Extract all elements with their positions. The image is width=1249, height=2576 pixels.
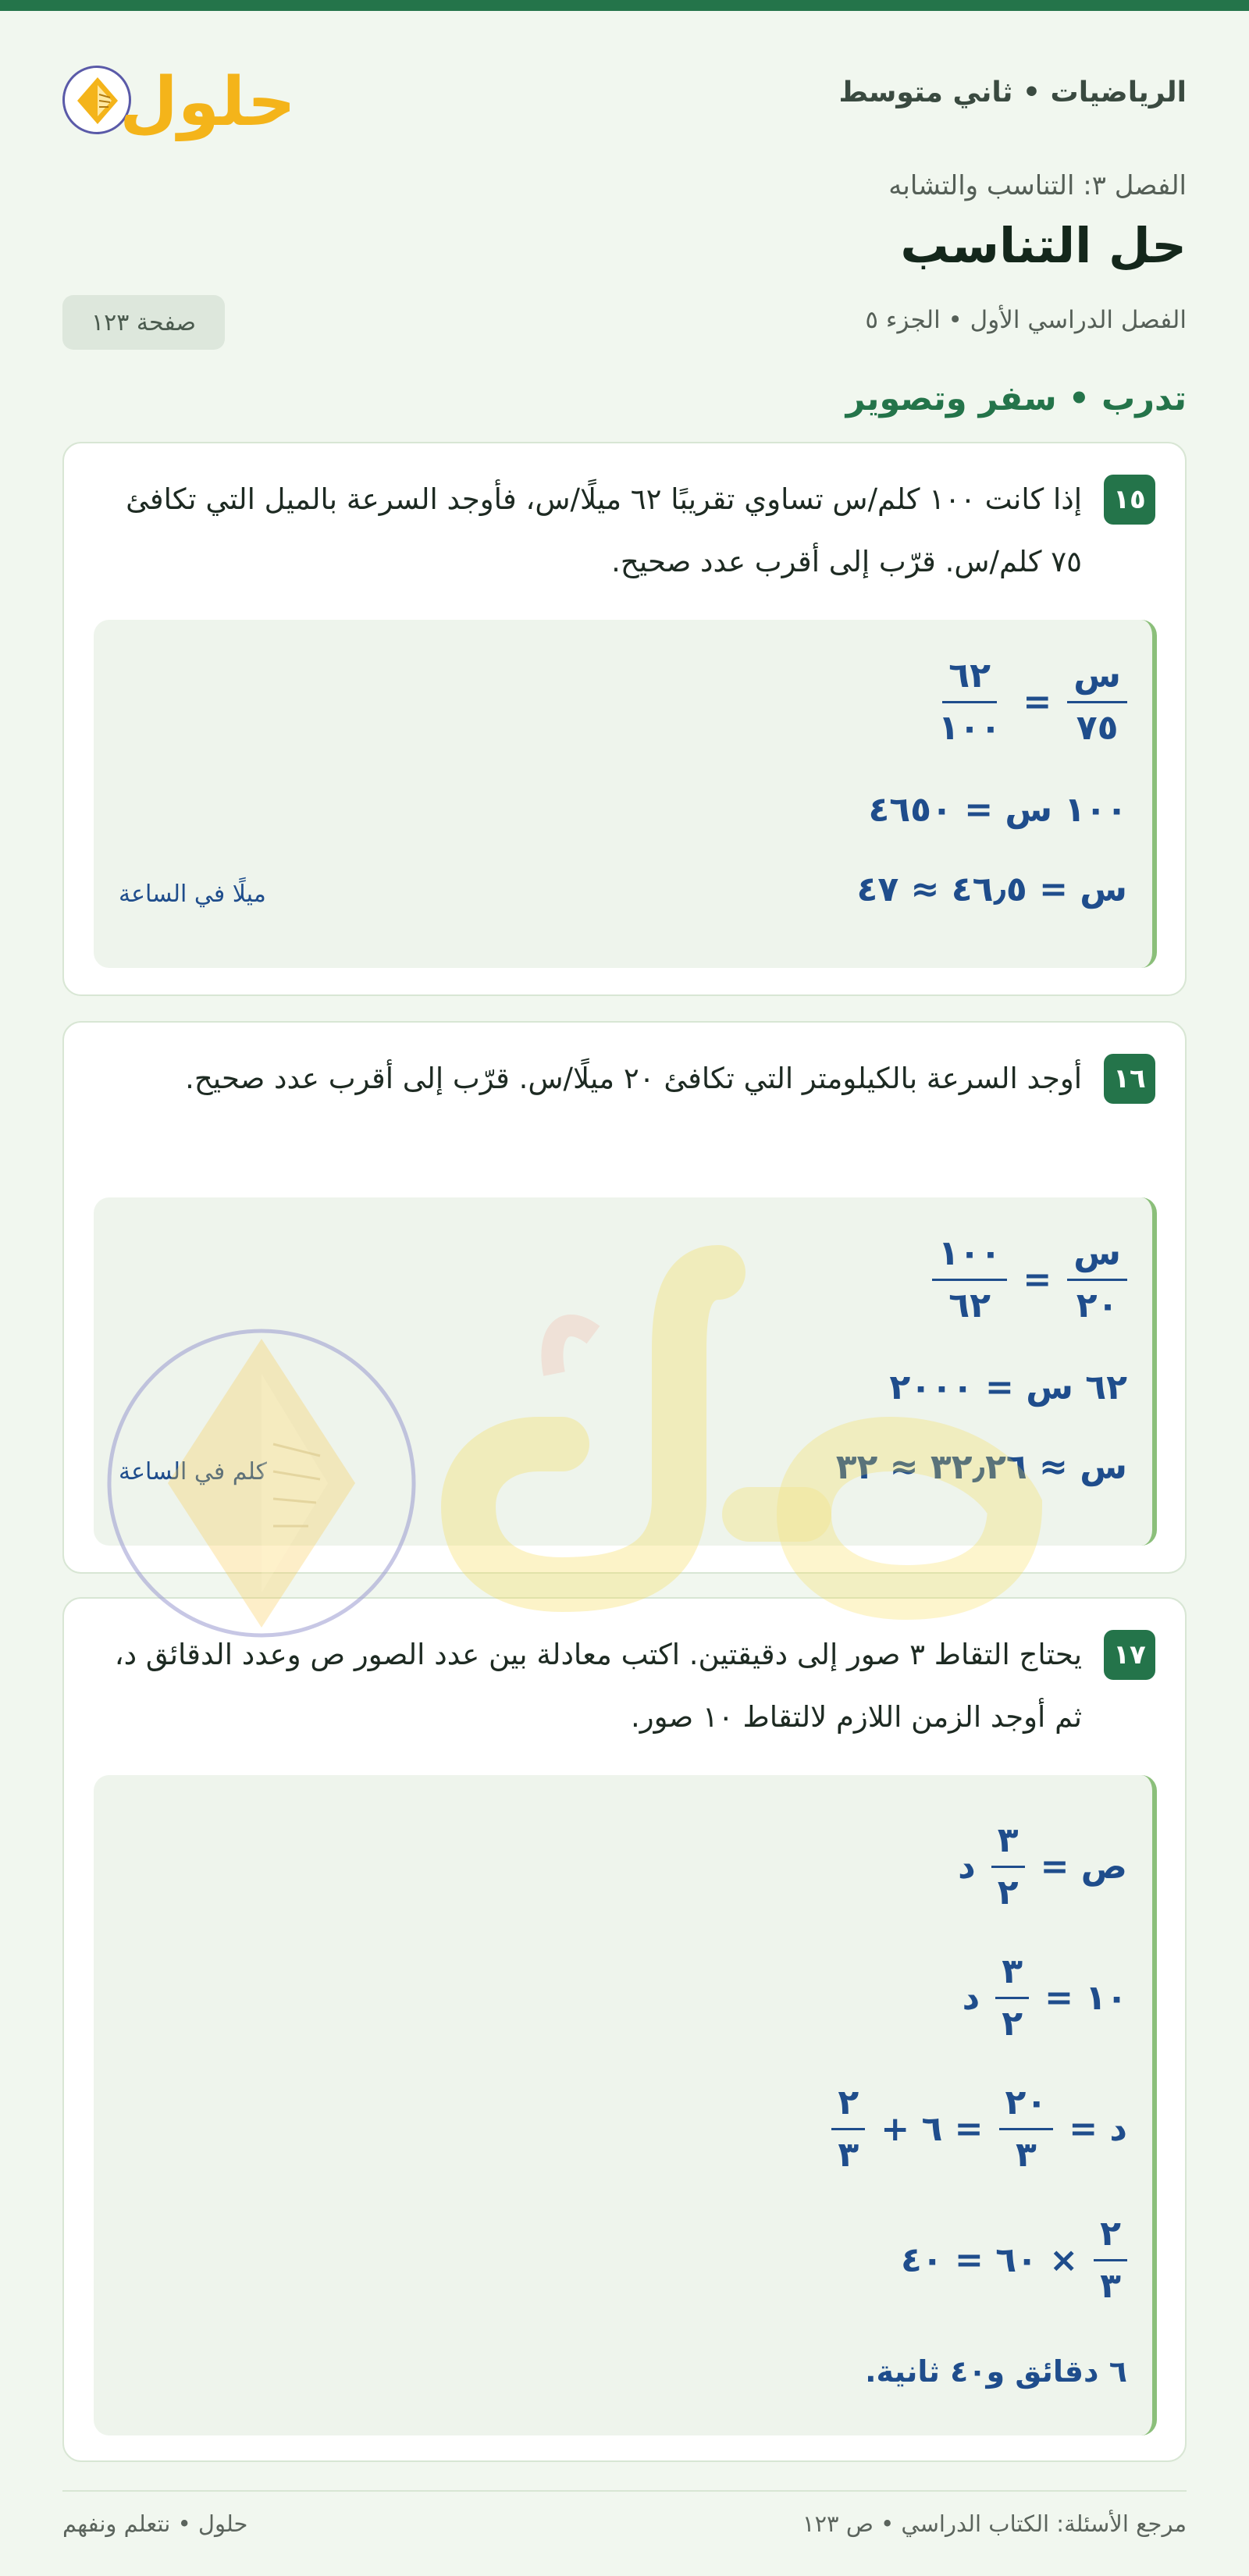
solution-box bbox=[94, 1775, 1157, 2435]
page-number-badge: صفحة ١٢٣ bbox=[62, 295, 225, 350]
equation-line-1: ص = $\frac{٣}{٢}$ د bbox=[958, 1820, 1127, 1912]
page-header bbox=[62, 55, 1187, 148]
chapter-label: الفصل ٣: التناسب والتشابه bbox=[888, 170, 1187, 201]
page-title: حل التناسب bbox=[900, 217, 1187, 274]
question-text: يحتاج التقاط ٣ صور إلى دقيقتين. اكتب معادلة بين عدد الصور ص وعدد الدقائق د، ثم أوجد الزمن اللازم لالتقاط ١٠ صور. bbox=[114, 1638, 1082, 1734]
final-answer: ٦ دقائق و٤٠ ثانية. bbox=[865, 2354, 1127, 2389]
question-number: ١٧ bbox=[1104, 1630, 1155, 1680]
question-number: ١٥ bbox=[1104, 475, 1155, 525]
fraction: $\frac{٢٠}{٣}$ bbox=[999, 2086, 1054, 2172]
hulul-logo[interactable] bbox=[62, 55, 296, 148]
fraction: $\frac{\text{س}}{٧٥}$ bbox=[1067, 659, 1127, 745]
proportion-equation: $\frac{\text{س}}{٢٠}$ = $\frac{١٠٠}{٦٢}$ bbox=[932, 1236, 1127, 1323]
section-title: تدرب • سفر وتصوير bbox=[845, 379, 1187, 418]
fraction: $\frac{٣}{٢}$ bbox=[991, 1823, 1025, 1910]
top-accent-bar bbox=[0, 0, 1249, 11]
logo-wordmark bbox=[119, 56, 296, 142]
proportion-equation: $\frac{\text{س}}{٧٥}$ = $\frac{٦٢}{١٠٠}$ bbox=[932, 659, 1127, 745]
solution-result: س = ٤٦٫٥ ≈ ٤٧ bbox=[856, 870, 1127, 909]
fraction: $\frac{١٠٠}{٦٢}$ bbox=[932, 1236, 1008, 1323]
solution-box bbox=[94, 1197, 1157, 1546]
question-number: ١٦ bbox=[1104, 1054, 1155, 1104]
footer-brand: حلول • نتعلم ونفهم bbox=[62, 2510, 248, 2537]
equation-line-4: $\frac{٢}{٣}$ × ٦٠ = ٤٠ bbox=[901, 2217, 1127, 2304]
footer-divider bbox=[62, 2490, 1187, 2492]
question-card-17 bbox=[62, 1597, 1187, 2462]
fraction: $\frac{٢}{٣}$ bbox=[831, 2086, 865, 2172]
fraction: $\frac{\text{س}}{٢٠}$ bbox=[1067, 1236, 1127, 1323]
question-text: إذا كانت ١٠٠ كلم/س تساوي تقريبًا ٦٢ ميلًا/س، فأوجد السرعة بالميل التي تكافئ ٧٥ كلم/س. قرّب إلى أقرب عدد صحيح. bbox=[126, 482, 1082, 578]
question-card-15 bbox=[62, 442, 1187, 996]
svg-text:حلول: حلول bbox=[119, 63, 296, 141]
solution-step: ١٠٠ س = ٤٦٥٠ bbox=[868, 790, 1127, 830]
fraction: $\frac{٢}{٣}$ bbox=[1094, 2217, 1127, 2304]
equation-line-2: ١٠ = $\frac{٣}{٢}$ د bbox=[962, 1952, 1127, 2044]
question-card-16 bbox=[62, 1021, 1187, 1574]
solution-box bbox=[94, 620, 1157, 968]
footer-reference: مرجع الأسئلة: الكتاب الدراسي • ص ١٢٣ bbox=[802, 2510, 1187, 2537]
solution-step: ٦٢ س = ٢٠٠٠ bbox=[889, 1368, 1127, 1407]
answer-unit: كلم في الساعة bbox=[119, 1458, 267, 1485]
question-text: أوجد السرعة بالكيلومتر التي تكافئ ٢٠ ميلًا/س. قرّب إلى أقرب عدد صحيح. bbox=[185, 1062, 1082, 1095]
semester-label: الفصل الدراسي الأول • الجزء ٥ bbox=[865, 306, 1187, 334]
equation-line-3: د = $\frac{٢٠}{٣}$ = ٦ + $\frac{٢}{٣}$ bbox=[831, 2086, 1127, 2172]
answer-unit: ميلًا في الساعة bbox=[119, 881, 266, 908]
fraction: $\frac{٦٢}{١٠٠}$ bbox=[938, 656, 1002, 748]
fraction: $\frac{٣}{٢}$ bbox=[995, 1955, 1029, 2041]
solution-result: س ≈ ٣٢٫٢٦ ≈ ٣٢ bbox=[835, 1447, 1127, 1487]
subject-grade: الرياضيات • ثاني متوسط bbox=[838, 76, 1187, 109]
